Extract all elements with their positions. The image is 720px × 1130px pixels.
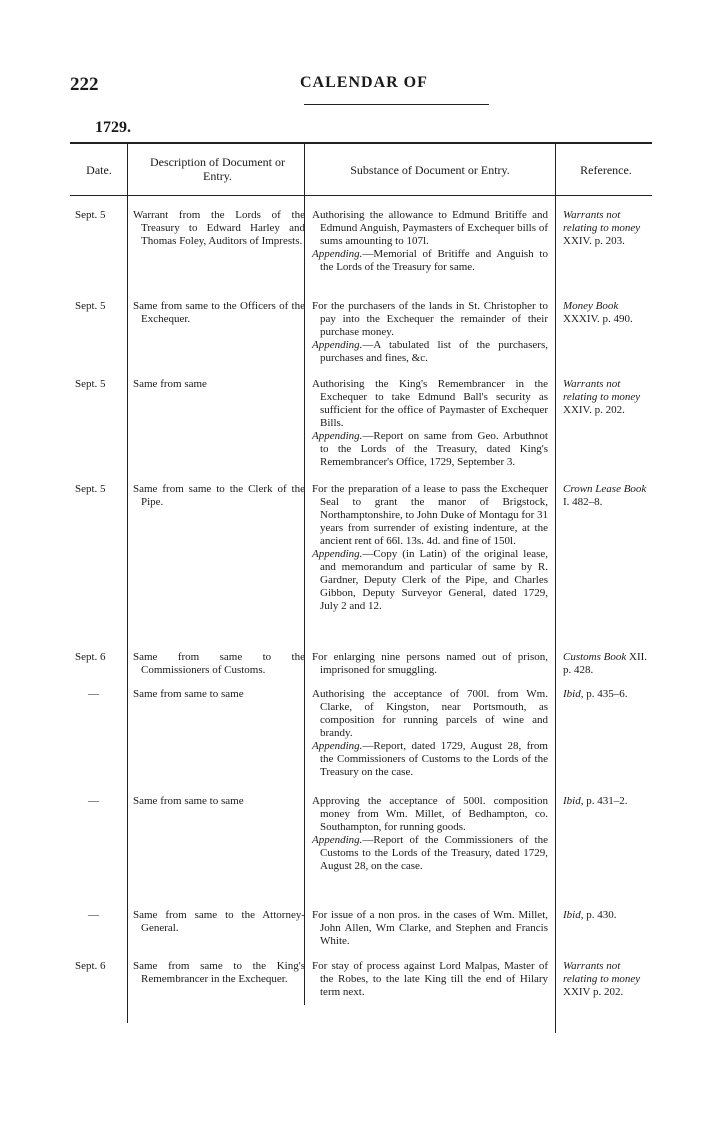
entry-date: Sept. 5 [75, 300, 106, 312]
entry-reference [563, 909, 651, 922]
entry-substance [312, 300, 548, 365]
reference-detail: I. 482–8. [563, 496, 603, 508]
reference-detail: p. 435–6. [586, 688, 628, 700]
page-number: 222 [70, 74, 99, 95]
entry-reference [563, 795, 651, 808]
entry-date: Sept. 5 [75, 483, 106, 495]
entry-substance [312, 795, 548, 873]
entry-description: Same from same to the Attorney-General. [133, 909, 305, 934]
appending-label: Appending. [312, 339, 363, 351]
appending-text: —Report, dated 1729, August 28, from the Commissioners of Customs to the Lords of the Treasury on the case. [320, 740, 548, 778]
entry-reference [563, 483, 651, 509]
entry-substance-text: For issue of a non pros. in the cases of Wm. Millet, John Allen, Wm Clarke, and Stephen and Francis White. [312, 909, 548, 947]
appending-text: —Memorial of Britiffe and Anguish to the Lords of the Treasury for same. [320, 248, 548, 273]
entry-substance-text: For stay of process against Lord Malpas, Master of the Robes, to the late King till the end of Hilary term next. [312, 960, 548, 998]
appending-label: Appending. [312, 548, 363, 560]
entry-description: Warrant from the Lords of the Treasury to Edward Harley and Thomas Foley, Auditors of Imprests. [133, 209, 305, 247]
year-heading: 1729. [95, 119, 131, 136]
reference-title: Crown Lease Book [563, 483, 647, 495]
entry-reference [563, 651, 651, 677]
entry-substance-text: For enlarging nine persons named out of prison, imprisoned for smuggling. [312, 651, 548, 676]
entry-substance [312, 688, 548, 779]
entry-substance [312, 483, 548, 613]
entry-date: Sept. 5 [75, 378, 106, 390]
appending-text: —Report of the Commissioners of the Customs to the Lords of the Treasury, dated 1729, August 28, on the case. [320, 834, 548, 872]
column-header-reference: Reference. [580, 163, 632, 177]
reference-title: Customs Book [563, 651, 627, 663]
appending-text: —Report on same from Geo. Arbuthnot to the Lords of the Treasury, dated King's Remembrancer's Office, 1729, September 3. [320, 430, 548, 468]
entry-description: Same from same to the King's Remembrancer in the Exchequer. [133, 960, 305, 985]
entry-substance-text: For the preparation of a lease to pass the Exchequer Seal to grant the manor of Brigstock, Northamptonshire, to John Duke of Montagu for 31 years from surrender of existing indenture, at the ancient rent of 66l. 13s. 4d. and fine of 150l. [312, 483, 548, 547]
reference-detail: XXIV p. 202. [563, 986, 624, 998]
entry-date: Sept. 5 [75, 209, 106, 221]
entry-appending [312, 248, 548, 274]
reference-detail: XII. p. 428. [563, 651, 648, 676]
reference-detail: XXIV. p. 203. [563, 235, 625, 247]
entry-date: — [88, 909, 99, 921]
entry-date: — [88, 795, 99, 807]
entry-substance-text: Authorising the acceptance of 700l. from Wm. Clarke, of Kingston, near Portsmouth, as composition for running parcels of wine and brandy. [312, 688, 548, 739]
table-top-rule [70, 142, 652, 144]
entry-date: — [88, 688, 99, 700]
running-title: CALENDAR OF [300, 74, 428, 91]
entry-appending [312, 740, 548, 779]
entry-substance-text: Authorising the King's Remembrancer in the Exchequer to take Edmund Ball's security as sufficient for the office of Paymaster of Exchequer Bills. [312, 378, 548, 429]
column-header-description: Description of Document or Entry. [150, 155, 285, 183]
reference-title: Ibid, [563, 795, 584, 807]
entry-reference [563, 209, 651, 248]
appending-label: Appending. [312, 248, 363, 260]
entry-date: Sept. 6 [75, 651, 106, 663]
entry-substance [312, 378, 548, 469]
appending-label: Appending. [312, 430, 363, 442]
entry-substance-text: For the purchasers of the lands in St. Christopher to pay into the Exchequer the remainder of their purchase money. [312, 300, 548, 338]
entry-description: Same from same to same [133, 795, 244, 807]
appending-text: —Copy (in Latin) of the original lease, and memorandum and particular of same by R. Gardner, Deputy Clerk of the Pipe, and Charles Gibbon, Deputy Surveyor General, dated 1729, July 2 and 12. [320, 548, 548, 612]
reference-title: Warrants not relating to money [563, 960, 641, 985]
column-header-substance: Substance of Document or Entry. [350, 163, 510, 177]
reference-title: Warrants not relating to money [563, 209, 641, 234]
entry-appending [312, 834, 548, 873]
reference-title: Ibid, [563, 688, 584, 700]
column-divider [127, 143, 128, 1023]
column-divider [304, 143, 305, 1005]
appending-text: —A tabulated list of the purchasers, purchases and fines, &c. [320, 339, 548, 364]
entry-substance [312, 960, 548, 999]
table-header-rule [70, 195, 652, 196]
entry-substance [312, 651, 548, 677]
appending-label: Appending. [312, 740, 363, 752]
column-divider [555, 143, 556, 1033]
entry-description: Same from same to the Clerk of the Pipe. [133, 483, 305, 508]
reference-title: Warrants not relating to money [563, 378, 641, 403]
title-rule [304, 104, 489, 105]
entry-substance [312, 209, 548, 274]
entry-date: Sept. 6 [75, 960, 106, 972]
entry-reference [563, 378, 651, 417]
entry-reference [563, 960, 651, 999]
reference-detail: XXIV. p. 202. [563, 404, 625, 416]
reference-detail: XXXIV. p. 490. [563, 313, 633, 325]
reference-title: Money Book [563, 300, 619, 312]
reference-title: Ibid, [563, 909, 584, 921]
entry-appending [312, 430, 548, 469]
reference-detail: p. 430. [586, 909, 617, 921]
entry-description: Same from same to the Commissioners of Customs. [133, 651, 305, 676]
column-header-date: Date. [86, 163, 112, 177]
entry-appending [312, 339, 548, 365]
appending-label: Appending. [312, 834, 363, 846]
reference-detail: p. 431–2. [586, 795, 628, 807]
entry-description: Same from same to same [133, 688, 244, 700]
entry-description: Same from same [133, 378, 207, 390]
entry-substance-text: Authorising the allowance to Edmund Britiffe and Edmund Anguish, Paymasters of Exchequer bills of sums amounting to 107l. [312, 209, 548, 247]
entry-substance-text: Approving the acceptance of 500l. composition money from Wm. Millet, of Bedhampton, co. Southampton, for running goods. [312, 795, 548, 833]
entry-appending [312, 548, 548, 613]
entry-substance [312, 909, 548, 948]
entry-reference [563, 688, 651, 701]
entry-description: Same from same to the Officers of the Exchequer. [133, 300, 305, 325]
entry-reference [563, 300, 651, 326]
